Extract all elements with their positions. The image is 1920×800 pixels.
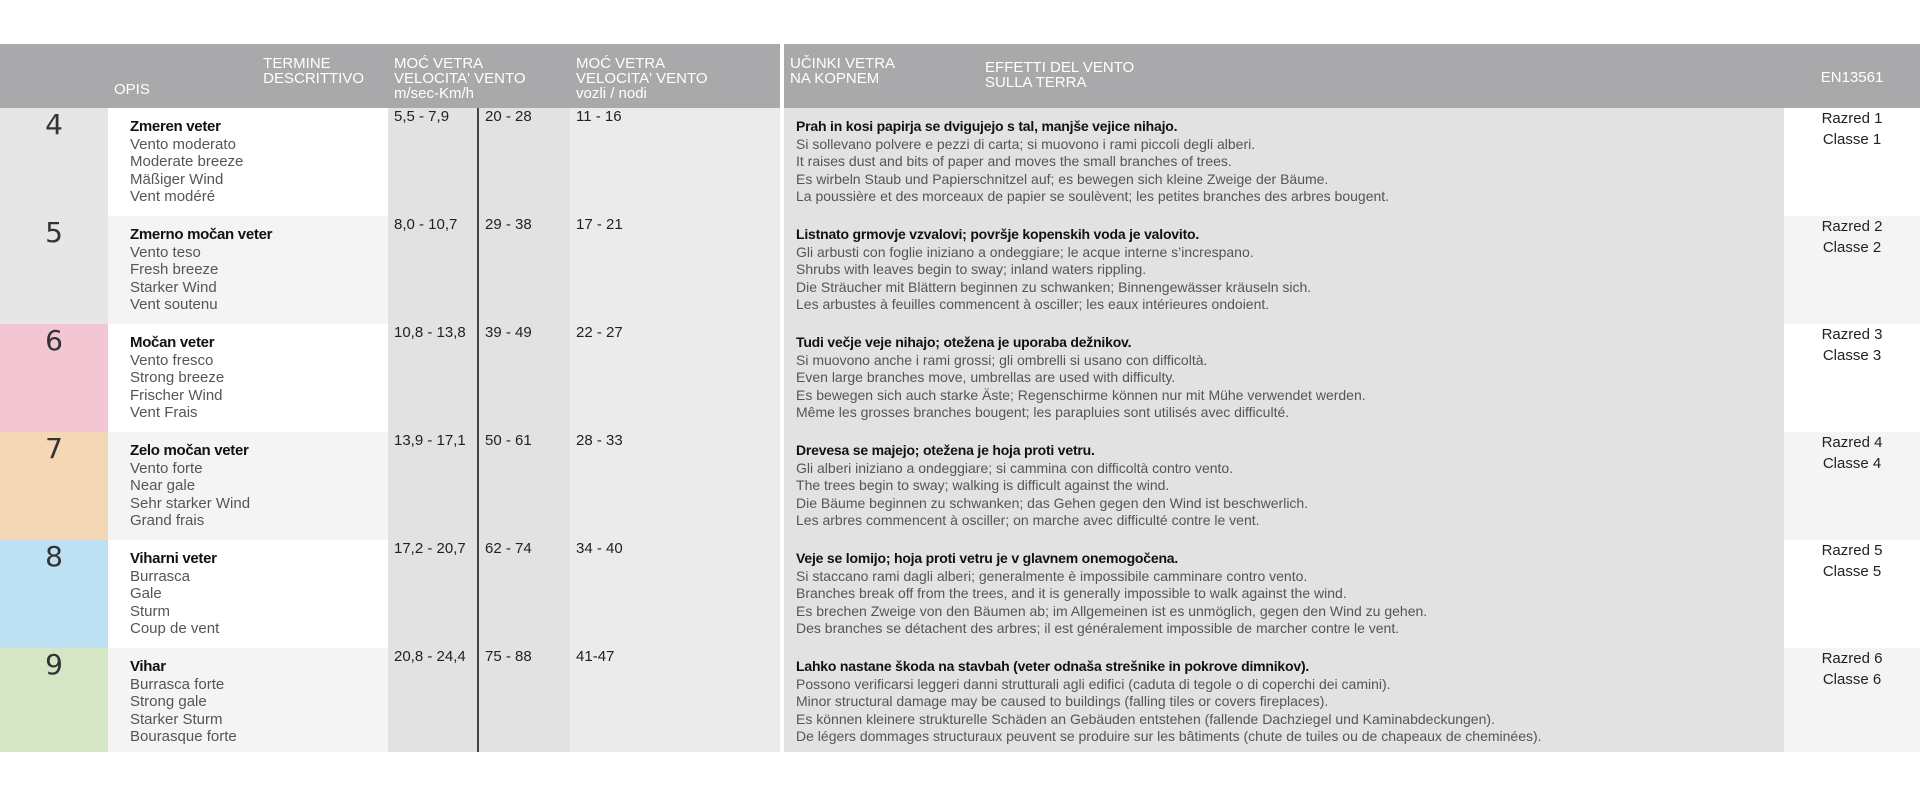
wind-name-translation: Near gale bbox=[130, 477, 196, 494]
effect-slovenian: Veje se lomijo; hoja proti vetru je v glavnem onemogočena. bbox=[796, 550, 1179, 566]
header-opis: OPIS bbox=[114, 81, 150, 98]
table-row bbox=[0, 540, 1920, 648]
effect-translation: The trees begin to sway; walking is difficult against the wind. bbox=[796, 477, 1170, 493]
class-italian: Classe 6 bbox=[1822, 671, 1882, 688]
wind-name-translation: Vento moderato bbox=[130, 135, 236, 153]
speed-knots: 22 - 27 bbox=[570, 324, 780, 432]
header-effects-slo: UČINKI VETRA NA KOPNEM bbox=[790, 55, 896, 87]
effect-translation: De légers dommages structuraux peuvent se produire sur les bâtiments (chute de tuiles ou de chapeaux de cheminées). bbox=[796, 728, 1542, 744]
wind-name-translation: Grand frais bbox=[130, 512, 205, 529]
wind-name-slovenian: Zelo močan veter bbox=[130, 442, 249, 459]
effect-translation: Die Bäume beginnen zu schwanken; das Gehen gegen den Wind ist beschwerlich. bbox=[796, 494, 1309, 511]
wind-names bbox=[108, 540, 388, 648]
effect-translation: Shrubs with leaves begin to sway; inland waters rippling. bbox=[796, 261, 1147, 277]
effect-translation: Es brechen Zweige von den Bäumen ab; im Allgemeinen ist es unmöglich, gegen den Wind zu gehen. bbox=[796, 602, 1428, 619]
wind-name-translation: Vent modéré bbox=[130, 188, 216, 205]
effect-translation: Si sollevano polvere e pezzi di carta; si muovono i rami piccoli degli alberi. bbox=[796, 135, 1256, 152]
wind-effects bbox=[784, 432, 1784, 540]
wind-name-translation: Strong gale bbox=[130, 693, 207, 710]
wind-scale-table bbox=[0, 44, 1920, 752]
class-italian: Classe 3 bbox=[1822, 347, 1882, 364]
table-row bbox=[0, 324, 1920, 432]
speed-kmh: 39 - 49 bbox=[478, 324, 570, 432]
header-beaufort-cell bbox=[0, 44, 108, 108]
class-italian: Classe 1 bbox=[1822, 131, 1882, 148]
wind-name-translation: Vento fresco bbox=[130, 351, 214, 369]
header-termine: TERMINE DESCRITTIVO bbox=[263, 55, 364, 87]
effect-translation: Die Sträucher mit Blättern beginnen zu schwanken; Binnengewässer kräuseln sich. bbox=[796, 278, 1312, 295]
speed-kmh: 50 - 61 bbox=[478, 432, 570, 540]
table-body bbox=[0, 108, 1920, 752]
speed-knots: 34 - 40 bbox=[570, 540, 780, 648]
wind-name-translation: Fresh breeze bbox=[130, 261, 219, 278]
beaufort-number: 6 bbox=[0, 324, 108, 432]
wind-names bbox=[108, 648, 388, 752]
effect-translation: Des branches se détachent des arbres; il est généralement impossible de marcher contre le vent. bbox=[796, 620, 1400, 636]
wind-name-translation: Gale bbox=[130, 585, 162, 602]
effect-translation: La poussière et des morceaux de papier se soulèvent; les petites branches des arbres bougent. bbox=[796, 188, 1390, 204]
wind-name-translation: Vento forte bbox=[130, 459, 203, 477]
wind-class bbox=[1784, 648, 1920, 752]
wind-name-slovenian: Zmerno močan veter bbox=[130, 226, 273, 243]
effect-translation: Minor structural damage may be caused to buildings (falling tiles or covers fireplaces). bbox=[796, 693, 1329, 709]
wind-effects bbox=[784, 216, 1784, 324]
effect-translation: Es können kleinere strukturelle Schäden an Gebäuden entstehen (fallende Dachziegel und Kaminabdeckungen). bbox=[796, 710, 1495, 727]
wind-name-translation: Frischer Wind bbox=[130, 386, 223, 404]
speed-ms: 10,8 - 13,8 bbox=[388, 324, 478, 432]
speed-kmh: 75 - 88 bbox=[478, 648, 570, 752]
speed-knots: 17 - 21 bbox=[570, 216, 780, 324]
effect-slovenian: Listnato grmovje vzvalovi; površje kopenskih voda je valovito. bbox=[796, 226, 1200, 242]
beaufort-number: 5 bbox=[0, 216, 108, 324]
table-row bbox=[0, 648, 1920, 752]
speed-kmh: 20 - 28 bbox=[478, 108, 570, 216]
speed-ms: 5,5 - 7,9 bbox=[388, 108, 478, 216]
wind-name-slovenian: Viharni veter bbox=[130, 550, 217, 567]
wind-effects bbox=[784, 540, 1784, 648]
wind-name-translation: Strong breeze bbox=[130, 369, 225, 386]
beaufort-number: 9 bbox=[0, 648, 108, 752]
wind-name-slovenian: Močan veter bbox=[130, 334, 215, 351]
class-italian: Classe 2 bbox=[1822, 239, 1882, 256]
wind-name-translation: Starker Sturm bbox=[130, 710, 223, 728]
wind-name-translation: Bourasque forte bbox=[130, 728, 237, 745]
wind-name-translation: Starker Wind bbox=[130, 278, 217, 296]
wind-name-slovenian: Zmeren veter bbox=[130, 118, 221, 135]
speed-ms: 8,0 - 10,7 bbox=[388, 216, 478, 324]
wind-names bbox=[108, 108, 388, 216]
speed-knots: 41-47 bbox=[570, 648, 780, 752]
table-row bbox=[0, 432, 1920, 540]
wind-name-translation: Mäßiger Wind bbox=[130, 170, 224, 188]
class-slovenian: Razred 4 bbox=[1821, 434, 1883, 451]
class-italian: Classe 5 bbox=[1822, 563, 1882, 580]
header-standard: EN13561 bbox=[1784, 44, 1920, 108]
effect-translation: Les arbres commencent à osciller; on marche avec difficulté contre le vent. bbox=[796, 512, 1260, 528]
header-speed-knots-cell: MOĆ VETRA VELOCITA' VENTO vozli / nodi bbox=[570, 44, 780, 108]
effect-translation: Même les grosses branches bougent; les parapluies sont utilisés avec difficulté. bbox=[796, 404, 1290, 420]
speed-ms: 17,2 - 20,7 bbox=[388, 540, 478, 648]
wind-class bbox=[1784, 432, 1920, 540]
speed-kmh: 29 - 38 bbox=[478, 216, 570, 324]
header-speed-ms-cell: MOĆ VETRA VELOCITA' VENTO m/sec-Km/h bbox=[388, 44, 570, 108]
wind-effects bbox=[784, 108, 1784, 216]
wind-class bbox=[1784, 540, 1920, 648]
speed-ms: 20,8 - 24,4 bbox=[388, 648, 478, 752]
wind-name-translation: Vent Frais bbox=[130, 404, 198, 421]
wind-effects bbox=[784, 324, 1784, 432]
effect-translation: Les arbustes à feuilles commencent à osciller; les eaux intérieures ondoient. bbox=[796, 296, 1270, 312]
table-row bbox=[0, 216, 1920, 324]
wind-name-slovenian: Vihar bbox=[130, 658, 166, 675]
beaufort-number: 4 bbox=[0, 108, 108, 216]
effect-translation: Branches break off from the trees, and it is generally impossible to walk against the wind. bbox=[796, 585, 1347, 601]
class-slovenian: Razred 3 bbox=[1821, 326, 1883, 343]
effect-slovenian: Tudi večje veje nihajo; otežena je uporaba dežnikov. bbox=[796, 334, 1132, 350]
beaufort-number: 8 bbox=[0, 540, 108, 648]
table-row bbox=[0, 108, 1920, 216]
wind-names bbox=[108, 432, 388, 540]
effect-slovenian: Prah in kosi papirja se dvigujejo s tal, manjše vejice nihajo. bbox=[796, 118, 1178, 134]
wind-class bbox=[1784, 216, 1920, 324]
effect-translation: Even large branches move, umbrellas are used with difficulty. bbox=[796, 369, 1176, 385]
table-header-row bbox=[0, 44, 1920, 108]
class-slovenian: Razred 2 bbox=[1821, 218, 1883, 235]
wind-effects bbox=[784, 648, 1784, 752]
wind-name-translation: Vento teso bbox=[130, 243, 201, 261]
wind-names bbox=[108, 216, 388, 324]
wind-names bbox=[108, 324, 388, 432]
effect-translation: Gli alberi iniziano a ondeggiare; si cammina con difficoltà contro vento. bbox=[796, 459, 1234, 476]
effect-translation: It raises dust and bits of paper and moves the small branches of trees. bbox=[796, 153, 1232, 169]
header-effects-cell bbox=[784, 44, 1784, 108]
wind-name-translation: Coup de vent bbox=[130, 620, 220, 637]
wind-name-translation: Moderate breeze bbox=[130, 153, 244, 170]
effect-translation: Es wirbeln Staub und Papierschnitzel auf; es bewegen sich kleine Zweige der Bäume. bbox=[796, 170, 1329, 187]
speed-ms: 13,9 - 17,1 bbox=[388, 432, 478, 540]
wind-name-translation: Burrasca forte bbox=[130, 675, 225, 693]
wind-name-translation: Sturm bbox=[130, 602, 171, 620]
effect-translation: Si staccano rami dagli alberi; generalmente è impossibile camminare contro vento. bbox=[796, 567, 1308, 584]
header-effects-ita: EFFETTI DEL VENTO SULLA TERRA bbox=[985, 59, 1135, 91]
wind-name-translation: Sehr starker Wind bbox=[130, 494, 251, 512]
effect-translation: Si muovono anche i rami grossi; gli ombrelli si usano con difficoltà. bbox=[796, 351, 1208, 368]
beaufort-number: 7 bbox=[0, 432, 108, 540]
class-italian: Classe 4 bbox=[1822, 455, 1882, 472]
speed-kmh: 62 - 74 bbox=[478, 540, 570, 648]
header-description-cell bbox=[108, 44, 388, 108]
speed-knots: 11 - 16 bbox=[570, 108, 780, 216]
class-slovenian: Razred 6 bbox=[1821, 650, 1883, 667]
effect-translation: Gli arbusti con foglie iniziano a ondeggiare; le acque interne s’increspano. bbox=[796, 243, 1254, 260]
wind-name-translation: Burrasca bbox=[130, 567, 191, 585]
effect-translation: Es bewegen sich auch starke Äste; Regenschirme können nur mit Mühe verwendet werden. bbox=[796, 386, 1366, 403]
wind-class bbox=[1784, 324, 1920, 432]
effect-slovenian: Lahko nastane škoda na stavbah (veter odnaša strešnike in pokrove dimnikov). bbox=[796, 658, 1310, 674]
wind-name-translation: Vent soutenu bbox=[130, 296, 218, 313]
effect-translation: Possono verificarsi leggeri danni strutturali agli edifici (caduta di tegole o di coperchi dei camini). bbox=[796, 675, 1391, 692]
class-slovenian: Razred 5 bbox=[1821, 542, 1883, 559]
wind-class bbox=[1784, 108, 1920, 216]
class-slovenian: Razred 1 bbox=[1821, 110, 1883, 127]
effect-slovenian: Drevesa se majejo; otežena je hoja proti vetru. bbox=[796, 442, 1095, 458]
speed-knots: 28 - 33 bbox=[570, 432, 780, 540]
